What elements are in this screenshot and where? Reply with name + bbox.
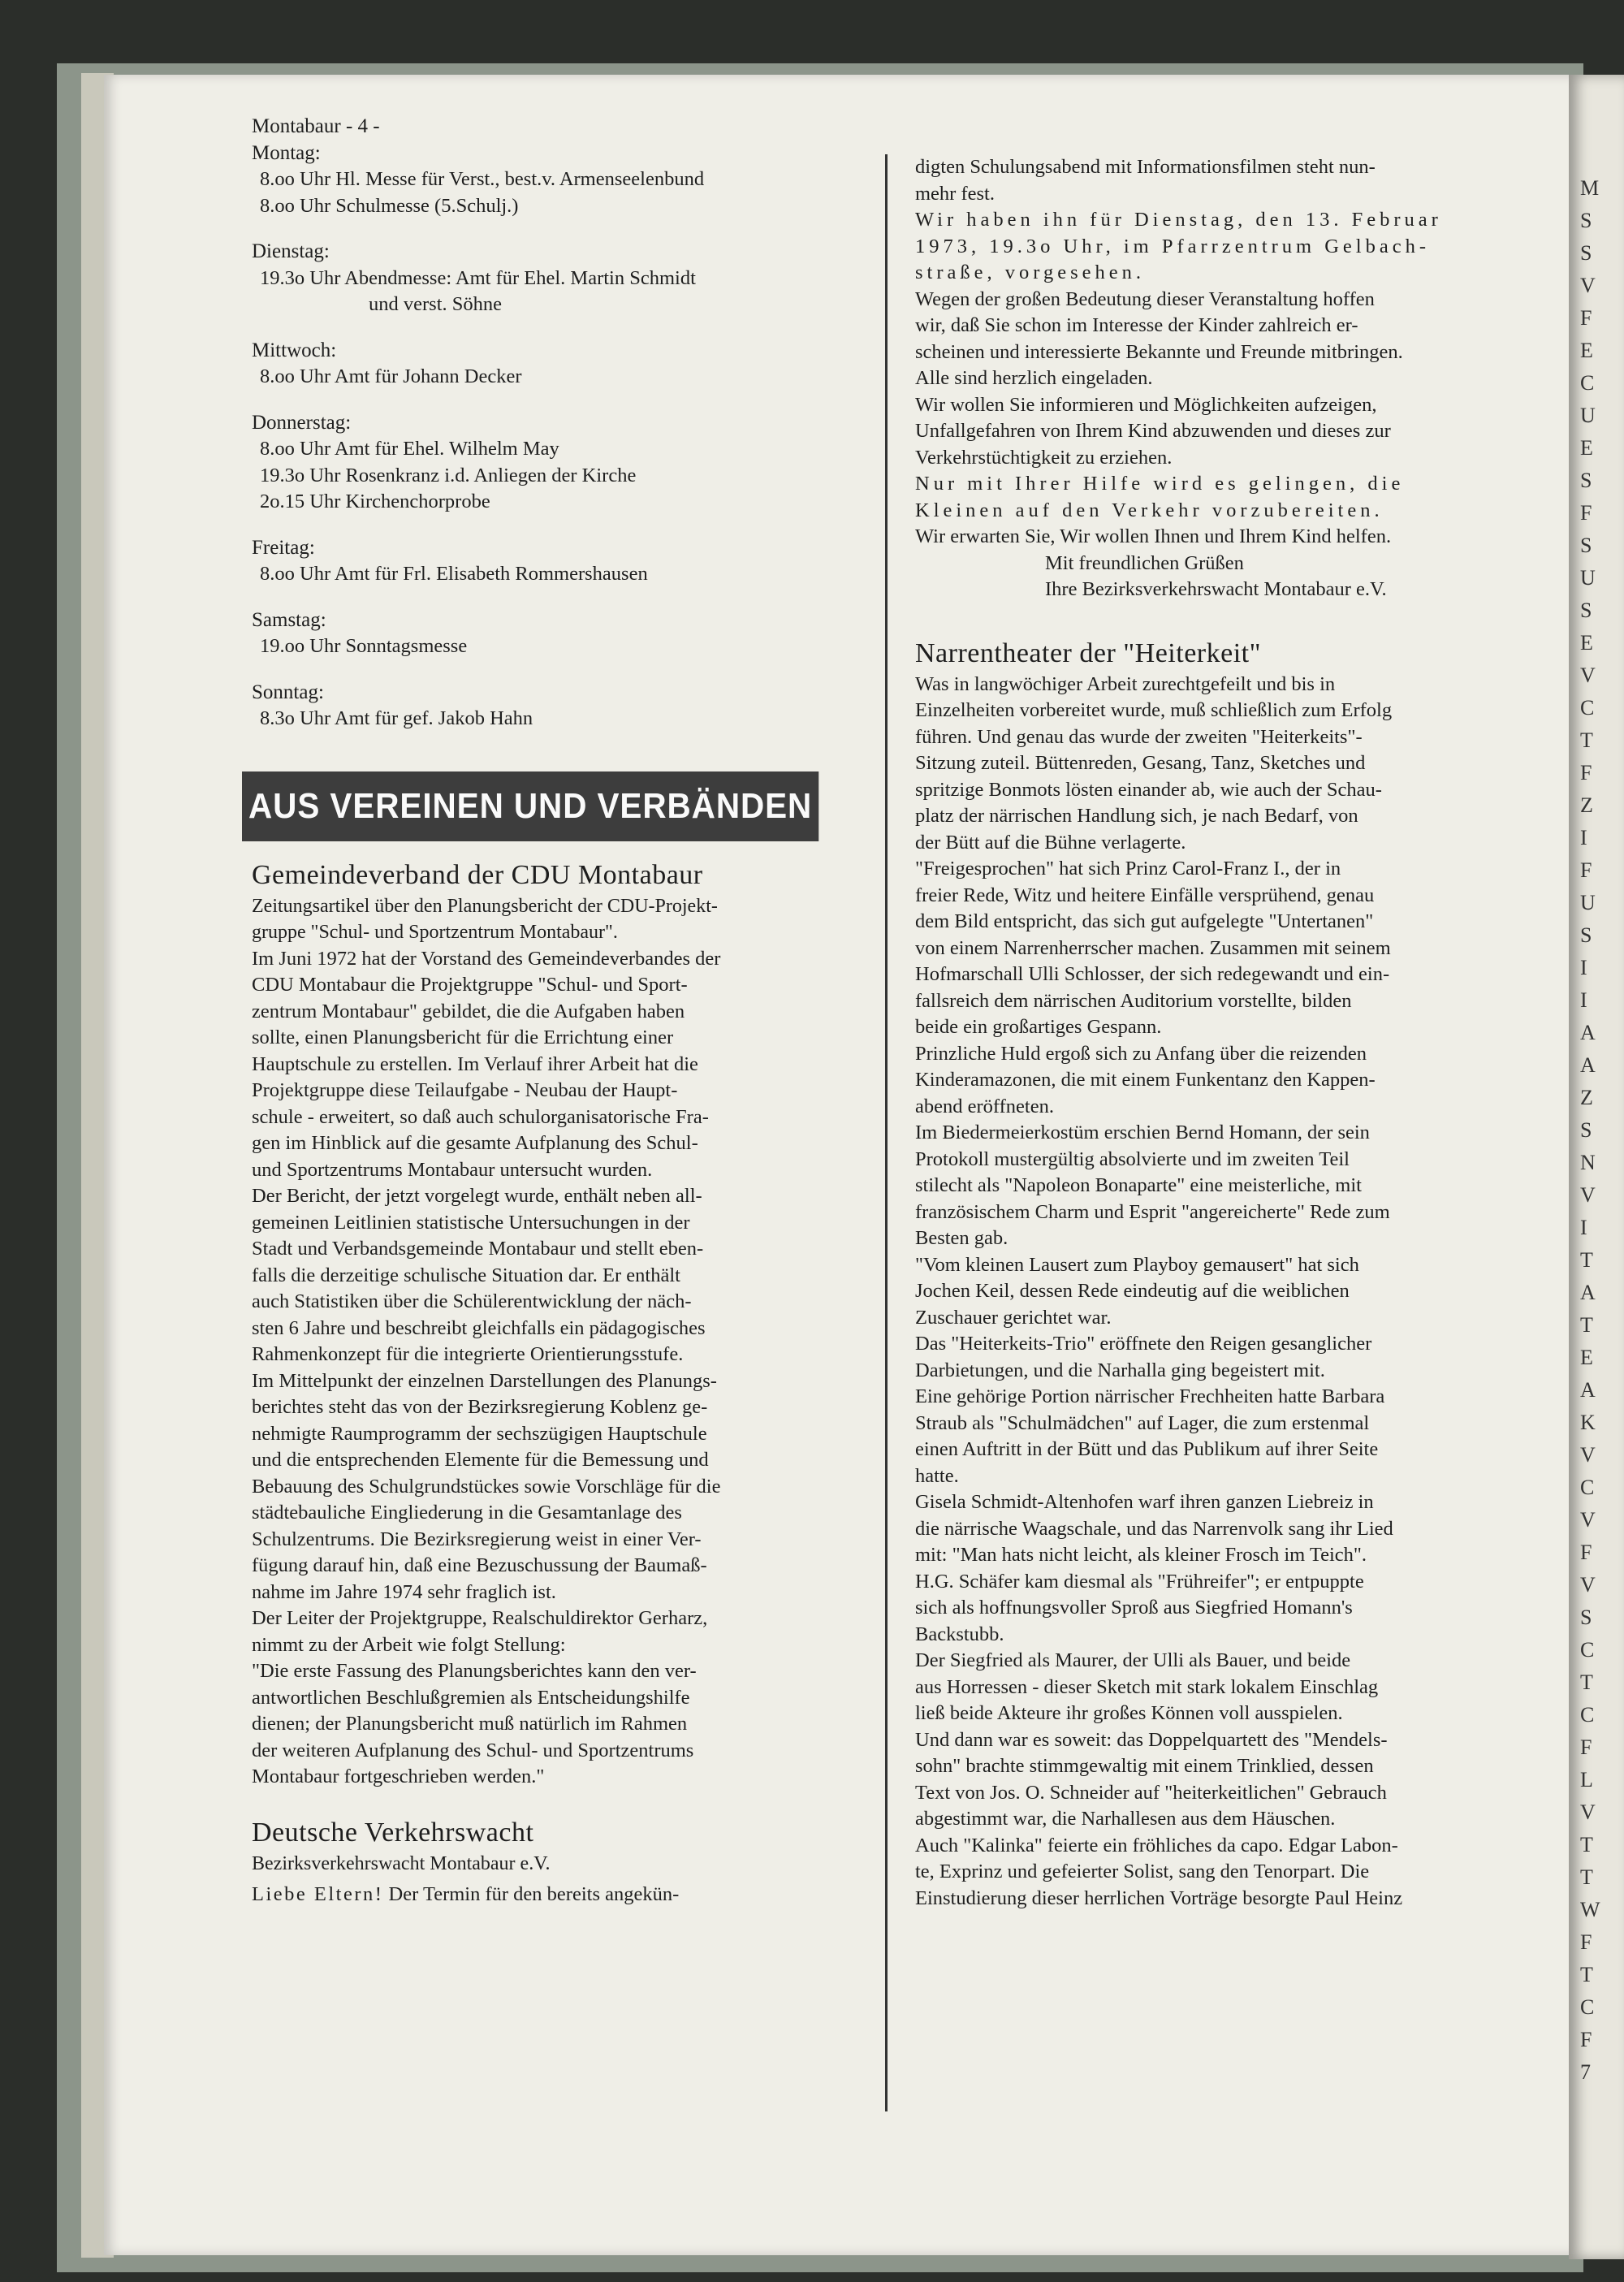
cdu-paragraph-3: Der Leiter der Projektgruppe, Realschuldirektor Gerharz, nimmt zu der Arbeit wie folgt Stellung: (252, 1607, 708, 1656)
adjacent-page-letter: L (1580, 1768, 1593, 1791)
adjacent-page-letter: I (1580, 1216, 1587, 1239)
adjacent-page-letter: V (1580, 1443, 1596, 1467)
adjacent-page-letter: V (1580, 274, 1596, 297)
schedule-entry: 19.3o Uhr Rosenkranz i.d. Anliegen der Kirche (260, 464, 637, 486)
adjacent-page-letter: T (1580, 1963, 1593, 1986)
adjacent-page-letter: S (1580, 209, 1592, 232)
adjacent-page-letter: I (1580, 956, 1587, 979)
verkehrswacht-intro-line (252, 1882, 877, 1908)
narrentheater-paragraph-3: Prinzliche Huld ergoß sich zu Anfang über die reizenden Kinderamazonen, die mit einem Funkentanz den Kappen- abend eröffneten. Im Biedermeierkostüm erschien Bernd Homann, der sein Protokoll mustergültig absolvierte und im zweiten Teil stilecht als "Napoleon Bonaparte" eine meisterliche, mit französischem Charm und Esprit "angereicherte" Rede zum Besten gab. "Vom kleinen Lausert zum Playboy gemausert" hat sich Jochen Keil, dessen Rede eindeutig auf die weiblichen Zuschauer gerichtet war. Das "Heiterkeits-Trio" eröffnete den Reigen gesanglicher Darbietungen, und die Narhalla ging begeistert mit. Eine gehörige Portion närrischer Frechheiten hatte Barbara Straub als "Schulmädchen" auf Lager, die zum erstenmal einen Auftritt in der Bütt und das Publikum auf ihrer Seite hatte. Gisela Schmidt-Altenhofen warf ihren ganzen Liebreiz in die närrische Waagschale, und das Narrenvolk sang ihr Lied mit: "Man hats nicht leicht, als kleiner Frosch im Teich". H.G. Schäfer kam diesmal als "Frühreifer"; er entpuppte sich als hoffnungsvoller Sproß aus Siegfried Homann's Backstubb. Der Siegfried als Maurer, der Ulli als Bauer, und beide aus Horressen - dieser Sketch mit stark lokalem Einschlag ließ beide Akteure ihr großes Können voll ausspielen. Und dann war es soweit: das Doppelquartett des "Mendels- sohn" brachte stimmgewaltig mit einem Trinklied, dessen Text von Jos. O. Schneider auf "heiterkeitlichen" Gebrauch abgestimmt war, die Narhallesen aus dem Häuschen. Auch "Kalinka" feierte ein fröhliches da capo. Edgar Labon- te, Exprinz und gefeierter Solist, sang den Tenorpart. Die Einstudierung dieser herrlichen Vorträge besorgte Paul Heinz (915, 1042, 1403, 1909)
adjacent-page-letter: F (1580, 306, 1592, 330)
adjacent-page-letter: V (1580, 1508, 1596, 1532)
intro-text: Der Termin für den bereits angekün- (383, 1883, 680, 1905)
verkehrswacht-heading: Deutsche Verkehrswacht (252, 1817, 534, 1848)
schedule-day (252, 140, 877, 220)
schedule-day (252, 535, 877, 588)
narrentheater-heading: Narrentheater der "Heiterkeit" (915, 637, 1261, 668)
verkehrswacht-paragraph-4: Nur mit Ihrer Hilfe wird es gelingen, die Kleinen auf den Verkehr vorzubereiten. (915, 473, 1405, 521)
adjacent-page-letter: S (1580, 1118, 1592, 1142)
adjacent-page-letter: U (1580, 404, 1596, 427)
right-column (915, 154, 1557, 1912)
schedule-day-label: Donnerstag: (252, 411, 352, 434)
schedule-day-label: Sonntag: (252, 681, 324, 703)
narrentheater-paragraph-1: Was in langwöchiger Arbeit zurechtgefeilt und bis in Einzelheiten vorbereitet wurde, muß schließlich zum Erfolg führen. Und genau das wurde der zweiten "Heiterkeits"- Sitzung zuteil. Büttenreden, Gesang, Tanz, Sketches und spritzige Bonmots lösten einander ab, wie auch der Schau- platz der närrischen Handlung sich, je nach Bedarf, von der Bütt auf die Bühne verlagerte. (915, 672, 1393, 854)
adjacent-page-letter: F (1580, 1735, 1592, 1759)
schedule-entry: 8.3o Uhr Amt für gef. Jakob Hahn (260, 707, 533, 729)
cdu-paragraph-2: Der Bericht, der jetzt vorgelegt wurde, enthält neben all- gemeinen Leitlinien statistische Untersuchungen in der Stadt und Verbandsgemeinde Montabaur und stellt eben- falls die derzeitige schulische Situation dar. Er enthält auch Statistiken über die Schülerentwicklung der näch- sten 6 Jahre und beschreibt gleichfalls ein pädagogisches Rahmenkonzept für die integrierte Orientierungsstufe. Im Mittelpunkt der einzelnen Darstellungen des Planungs- berichtes steht das von der Bezirksregierung Koblenz ge- nehmigte Raumprogramm der sechszügigen Hauptschule und die entsprechenden Elemente für die Bemessung und Bebauung des Schulgrundstückes sowie Vorschläge für die städtebauliche Eingliederung in die Gesamtanlage des Schulzentrums. Die Bezirksregierung weist in einer Ver- fügung darauf hin, daß eine Bezuschussung der Baumaß- nahme im Jahre 1974 sehr fraglich ist. (252, 1185, 721, 1603)
verkehrswacht-paragraph-5: Wir erwarten Sie, Wir wollen Ihnen und Ihrem Kind helfen. (915, 525, 1392, 547)
section-banner: AUS VEREINEN UND VERBÄNDEN (242, 771, 818, 841)
cdu-heading: Gemeindeverband der CDU Montabaur (252, 859, 703, 890)
verkehrswacht-paragraph-2: Wegen der großen Bedeutung dieser Veranstaltung hoffen wir, daß Sie schon im Interesse der Kinder zahlreich er- scheinen und interessierte Bekannte und Freunde mitbringen. Alle sind herzlich eingeladen. (915, 287, 1403, 389)
adjacent-page-letter: C (1580, 1995, 1595, 2019)
adjacent-page-letter: S (1580, 241, 1592, 265)
adjacent-page-letter: Z (1580, 793, 1593, 817)
adjacent-page-letter: Z (1580, 1086, 1593, 1109)
schedule-entry-continuation: und verst. Söhne (369, 293, 502, 315)
adjacent-page-letter: 7 (1580, 2060, 1591, 2084)
schedule-day (252, 338, 877, 391)
page-header: Montabaur - 4 - (252, 115, 380, 137)
adjacent-page-letter: A (1580, 1053, 1596, 1077)
schedule-entry: 8.oo Uhr Hl. Messe für Verst., best.v. Armenseelenbund (260, 168, 705, 190)
schedule-day-label: Montag: (252, 141, 321, 164)
adjacent-page-letter: E (1580, 631, 1593, 655)
adjacent-page-letter: C (1580, 696, 1595, 720)
adjacent-page-letter: T (1580, 1833, 1593, 1856)
event-date-line-3: straße, vorgesehen. (915, 261, 1145, 283)
schedule-entry: 19.3o Uhr Abendmesse: Amt für Ehel. Martin Schmidt (260, 266, 696, 289)
schedule-day-label: Mittwoch: (252, 339, 337, 361)
cdu-paragraph-1: Im Juni 1972 hat der Vorstand des Gemeindeverbandes der CDU Montabaur die Projektgruppe "Schul- und Sport- zentrum Montabaur" gebildet, die die Aufgaben haben sollte, einen Planungsbericht für die Errichtung einer Hauptschule zu erstellen. Im Verlauf ihrer Arbeit hat die Projektgruppe diese Teilaufgabe - Neubau der Haupt- schule - erweitert, so daß auch schulorganisatorische Fra- gen im Hinblick auf die gesamte Aufplanung des Schul- und Sportzentrums Montabaur untersucht wurden. (252, 947, 721, 1181)
schedule-day (252, 239, 877, 318)
verkehrswacht-paragraph-1: digten Schulungsabend mit Informationsfilmen steht nun- mehr fest. (915, 156, 1376, 205)
adjacent-page-letter: C (1580, 1638, 1595, 1662)
adjacent-page-letter: S (1580, 923, 1592, 947)
adjacent-page-letter: A (1580, 1378, 1596, 1402)
adjacent-page-letter: U (1580, 891, 1596, 914)
adjacent-page-letter: F (1580, 1930, 1592, 1954)
schedule-entry: 2o.15 Uhr Kirchenchorprobe (260, 491, 490, 512)
mass-schedule (252, 140, 877, 733)
event-date-line-2: 1973, 19.3o Uhr, im Pfarrzentrum Gelbach- (915, 235, 1431, 257)
adjacent-page-letter: V (1580, 1183, 1596, 1207)
adjacent-page-letter: S (1580, 599, 1592, 622)
verkehrswacht-paragraph-3: Wir wollen Sie informieren und Möglichkeiten aufzeigen, Unfallgefahren von Ihrem Kind abzuwenden und dieses zur Verkehrstüchtigkeit zu erziehen. (915, 393, 1391, 469)
adjacent-page-letter: E (1580, 339, 1593, 362)
closing-greeting: Mit freundlichen Grüßen (1045, 551, 1244, 574)
adjacent-page-letter: T (1580, 1670, 1593, 1694)
schedule-day-label: Samstag: (252, 608, 326, 631)
schedule-day (252, 410, 877, 516)
adjacent-page-letter: V (1580, 663, 1596, 687)
adjacent-page-letter: M (1580, 176, 1600, 200)
salutation: Liebe Eltern! (252, 1883, 384, 1905)
schedule-entry: 8.oo Uhr Schulmesse (5.Schulj.) (260, 194, 519, 217)
cdu-quote: "Die erste Fassung des Planungsberichtes kann den ver- antwortlichen Beschlußgremien als Entscheidungshilfe dienen; der Planungsbericht muß natürlich im Rahmen der weiteren Aufplanung des Schul- und Sportzentrums Montabaur fortgeschrieben werden." (252, 1660, 697, 1787)
adjacent-page-letter: I (1580, 826, 1587, 849)
schedule-entry: 8.oo Uhr Amt für Johann Decker (260, 365, 522, 387)
adjacent-page-letter: S (1580, 534, 1592, 557)
adjacent-page-edge (1569, 75, 1624, 2259)
narrentheater-paragraph-2: "Freigesprochen" hat sich Prinz Carol-Franz I., der in freier Rede, Witz und heitere Einfälle versprühend, genau dem Bild entspricht, das sich gut aufgelegte "Untertanen" von einem Narrenherrscher machen. Zusammen mit seinem Hofmarschall Ulli Schlosser, der sich redegewandt und ein- fallsreich dem närrischen Auditorium vorstellte, bilden beide ein großartiges Gespann. (915, 858, 1391, 1038)
adjacent-page-letter: W (1580, 1898, 1600, 1921)
adjacent-page-letter: T (1580, 1248, 1593, 1272)
adjacent-page-letter: F (1580, 2028, 1592, 2051)
adjacent-page-letter: T (1580, 1313, 1593, 1337)
adjacent-page-letter: U (1580, 566, 1596, 590)
adjacent-page-letter: F (1580, 858, 1592, 882)
adjacent-page-letter: F (1580, 761, 1592, 784)
closing-signature: Ihre Bezirksverkehrswacht Montabaur e.V. (1045, 578, 1387, 600)
adjacent-page-letter: A (1580, 1021, 1596, 1044)
adjacent-page-letter: E (1580, 436, 1593, 460)
verkehrswacht-subtitle: Bezirksverkehrswacht Montabaur e.V. (252, 1852, 551, 1874)
adjacent-page-letter: K (1580, 1411, 1596, 1434)
adjacent-page-letter: V (1580, 1573, 1596, 1597)
schedule-day (252, 680, 877, 733)
cdu-subtitle: Zeitungsartikel über den Planungsbericht der CDU-Projekt- gruppe "Schul- und Sportzentrum Montabaur". (252, 895, 718, 943)
adjacent-page-letter: C (1580, 1703, 1595, 1727)
adjacent-page-letter: A (1580, 1281, 1596, 1304)
adjacent-page-letter: F (1580, 1541, 1592, 1564)
schedule-entry: 19.oo Uhr Sonntagsmesse (260, 635, 468, 657)
adjacent-page-letter: S (1580, 1606, 1592, 1629)
adjacent-page-letter: C (1580, 1476, 1595, 1499)
adjacent-page-letter: N (1580, 1151, 1596, 1174)
left-column (248, 114, 877, 1908)
adjacent-page-letter: E (1580, 1346, 1593, 1369)
schedule-entry: 8.oo Uhr Amt für Ehel. Wilhelm May (260, 438, 559, 460)
schedule-day-label: Freitag: (252, 536, 315, 559)
adjacent-page-letter: I (1580, 988, 1587, 1012)
schedule-day-label: Dienstag: (252, 240, 330, 262)
event-date-line-1: Wir haben ihn für Dienstag, den 13. Februar (915, 209, 1442, 231)
column-divider (885, 154, 888, 2111)
adjacent-page-letter: T (1580, 728, 1593, 752)
adjacent-page-letter: V (1580, 1800, 1596, 1824)
adjacent-page-letter: F (1580, 501, 1592, 525)
adjacent-page-letter: S (1580, 469, 1592, 492)
schedule-entry: 8.oo Uhr Amt für Frl. Elisabeth Rommershausen (260, 563, 648, 585)
schedule-day (252, 607, 877, 660)
adjacent-page-letter: C (1580, 371, 1595, 395)
adjacent-page-letter: T (1580, 1865, 1593, 1889)
